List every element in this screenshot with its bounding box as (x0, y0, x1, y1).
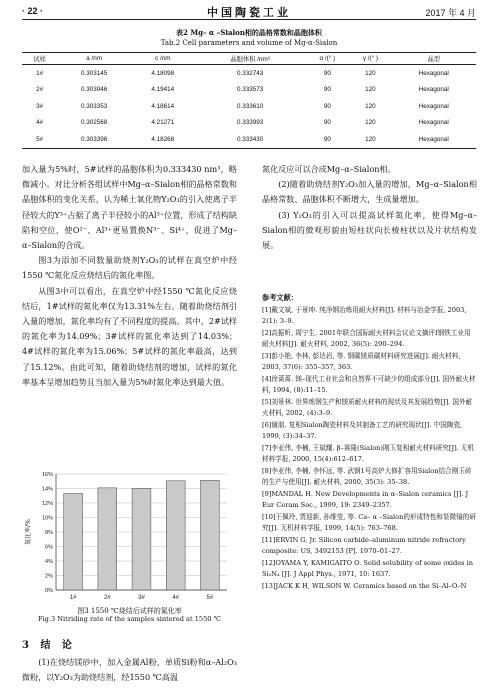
x-tick-label: 5# (206, 595, 214, 601)
figure-caption-en: Fig.3 Nitriding rate of the samples sintered at 1550 ℃ (38, 615, 221, 623)
right-column-text (262, 162, 477, 253)
page-number: · 22 · (22, 6, 44, 16)
table-caption-cn: 表2 Mg– α –Sialon相的晶格常数和晶胞体积 (176, 28, 322, 37)
bar (166, 481, 185, 590)
reference-item: [10]王佩玲, 贾迎新, 孙维莹, 等. Ca– α –Sialon的形成特性和显微镜的研究[J]. 无机材料学报, 1999, 14(5): 763–768. (262, 513, 476, 532)
issue-date: 2017 年 4 月 (425, 8, 476, 18)
table-cell: 90 (323, 102, 331, 110)
table-cell: Hexagonal (418, 86, 449, 94)
col-header: c /nm (131, 53, 195, 65)
table-cell: 0.333610 (236, 102, 264, 110)
table-cell: 90 (323, 69, 331, 77)
paragraph: (1)在烧结镁砂中，加入金属Al粉，单质Si粉和α–Al₂O₃微粉，以Y₂O₃为助烧结剂，经1550 ℃高温 (22, 657, 237, 682)
bar (64, 494, 83, 590)
col-header: 试样 (22, 53, 57, 65)
y-tick-label: 14% (41, 486, 53, 493)
col-header: γ /(° ) (349, 53, 391, 65)
reference-item: [5]刘景林. 世界炼钢生产和镁质耐火材料的现状及其发展趋势[J]. 国外耐火材料, 2002, (4):3–9. (262, 398, 473, 417)
reference-item: [12]OYAMA Y, KAMIGAITO O. Solid solubility of some oxides in Si₃N₄ [J]. J Appl Phys., 1971, 10: 1637. (262, 559, 473, 578)
table-cell: 90 (323, 119, 331, 127)
reference-item: [8]李亚伟, 李楠, 李怀远, 等. 武钢1号高炉大修扩容用Sialon结合刚玉砖的生产与使用[J]. 耐火材料, 2000, 35(3): 35–38. (262, 467, 472, 486)
table-cell: 1# (36, 69, 44, 77)
reference-item: [9]MANDAL H. New Developments in α–Sialon ceramics [J]. J Eur Ceram Soc., 1999, 19: 2349–2357. (262, 490, 469, 509)
table-cell: 0.333573 (236, 86, 264, 94)
table-cell: Hexagonal (418, 119, 449, 127)
references-heading: 参考文献： (262, 293, 298, 302)
page-header (0, 0, 498, 22)
table-cell: 0.333430 (195, 131, 306, 148)
reference-item: [11]ERVIN G, Jr. Silicon carbide–aluminum nitride refractory composite: US, 3492153 [P]. 1970–01–27. (262, 536, 466, 555)
table-caption-en: Tab.2 Cell parameters and volume of Mg-α-Sialon (160, 39, 338, 47)
table-cell: 0.303046 (80, 86, 108, 94)
table-cell: 0.303396 (57, 131, 131, 148)
table-cell: 90 (323, 86, 331, 94)
paragraph: 图3为添加不同数量助烧剂Y₂O₃的试样在真空炉中经1550 ℃氮化反应烧结后的氮化率图。 (22, 255, 237, 281)
references (262, 292, 477, 593)
y-tick-label: 4% (45, 559, 53, 565)
bar (132, 488, 151, 590)
table-cell: 0.302568 (80, 119, 108, 127)
y-tick-label: 10% (41, 515, 53, 522)
table-cell: Hexagonal (418, 69, 449, 77)
table-cell: 120 (365, 69, 376, 77)
table-cell: Hexagonal (392, 131, 476, 148)
y-tick-label: 16% (41, 472, 53, 478)
paragraph: 从图3中可以看出，在真空炉中经1550 ℃氮化反应烧结后，1#试样的氮化率仅为13.31%左右。随着助烧结剂引入量的增加，氮化率均有了不同程度的提高。其中，2#试样的氮化率为14.09%；3#试样的氮化率达到了14.03%；4#试样的氮化率为15.06%；5#试样的氮化率最高，达到了15.12%。由此可知，随着助烧结剂的增加，试样的氮化率基本呈增加趋势且当加入量为5%时氮化率达到最大值。 (22, 285, 237, 387)
table-cell: 4.19414 (151, 86, 175, 94)
bar (98, 488, 117, 590)
table-cell: 0.303353 (80, 102, 108, 110)
table-row (22, 131, 476, 148)
table-cell: 3# (36, 102, 44, 110)
reference-item: [4]徐蔷蔷. 镁–现代工业社会和自然界不可缺少的组成部分[J]. 国外耐火材料, 1994, (8):11–15. (262, 375, 476, 394)
table-row (22, 98, 476, 115)
col-header: a /nm (57, 53, 131, 65)
col-header: 晶型 (392, 53, 476, 65)
reference-item: [2]高振昕, 周宁生. 2001年联合国际耐火材料会议论文摘评Ⅰ钢铁工业用耐火材料[J]. 耐火材料, 2002, 36(5): 290–294. (262, 329, 471, 348)
table-cell: 120 (365, 86, 376, 94)
table-cell: 5# (22, 131, 57, 148)
x-tick-label: 2# (103, 595, 111, 601)
table-row (22, 65, 476, 82)
table-cell: 4# (36, 119, 44, 127)
y-tick-label: 12% (41, 501, 53, 507)
x-tick-label: 1# (69, 595, 77, 601)
paragraph: 氮化反应可以合成Mg–α–Sialon相。 (262, 164, 396, 174)
table-cell: 4.18614 (151, 102, 175, 110)
reference-item: [7]李亚伟, 李楠, 王斌耀. β–赛隆(Sialon)刚玉复相耐火材料研究[J]. 无机材料学报, 2000, 15(4):612–617. (262, 444, 475, 463)
reference-item: [3]彭小艳, 李林, 彭达岩, 等. 钢碳镁质碳材料研究进展[J]. 耐火材料, 2003, 37(6): 355–357, 363. (262, 352, 461, 371)
table-cell: 120 (365, 119, 376, 127)
table-cell: 0.303145 (80, 69, 108, 77)
table-cell: Hexagonal (418, 102, 449, 110)
y-tick-label: 2% (45, 573, 53, 580)
y-tick-label: 0% (45, 588, 53, 594)
y-tick-label: 8% (45, 530, 53, 536)
header-rule (22, 19, 476, 20)
col-header: 晶胞体积 /nm³ (195, 53, 306, 65)
paragraph: 加入量为5%时，5#试样的晶胞体积为0.333430 nm³，略微减小。对比分析各组试样中Mg–α–Sialon相的晶格常数和晶胞体积的变化关系，认为稀土氧化物Y₂O₃的引入使离子半径较大的Y³⁺占据了离子半径较小的Al³⁺位置，形成了结构缺陷和空位，使O²⁻、Al³⁺更易置换N³⁻、Si⁴⁺，促进了Mg–α–Sialon的合成。 (22, 164, 237, 251)
y-tick-label: 6% (45, 544, 53, 551)
y-axis-label: 氮化率/% (25, 519, 32, 545)
x-tick-label: 3# (138, 595, 145, 601)
journal-title: 中国陶瓷工业 (207, 6, 291, 19)
reference-item: [6]谢朋. 复相Sialon陶瓷材料及其制备工艺的研究现状[J]. 中国陶瓷, 1999, (3):34–37. (262, 421, 463, 440)
table-cell: 4.18268 (131, 131, 195, 148)
paragraph: (3) Y₂O₃的引入可以提高试样氮化率，使得Mg–α–Sialon相的微观形貌由短柱状向长棱柱状以及片状结构发展。 (262, 209, 477, 251)
table-cell: 90 (305, 131, 349, 148)
reference-item: [13]JACK K H, WILSON W. Ceramics based on the Si–Al–O–N (262, 582, 467, 590)
table-cell: 4.18098 (151, 69, 175, 77)
table-row (22, 115, 476, 132)
conclusion-text (22, 655, 237, 685)
figure-caption-cn: 图3 1550 ℃烧结后试样的氮化率 (77, 607, 182, 615)
section-title: 3 结 论 (22, 640, 76, 651)
table-cell: 2# (36, 86, 44, 94)
x-tick-label: 4# (172, 595, 180, 601)
table-cell: 120 (349, 131, 391, 148)
reference-item: [1]戴文斌, 于景坤. 纯净钢冶炼用耐火材料[J]. 材料与冶金学报, 2003, 2(1): 3–9. (262, 306, 467, 325)
table-row (22, 82, 476, 99)
table-cell: 4.21271 (151, 119, 175, 127)
nitriding-rate-chart (22, 468, 237, 618)
bar (200, 480, 219, 590)
col-header: α /(° ) (305, 53, 349, 65)
table-header-row (22, 53, 476, 65)
cell-parameter-table (22, 52, 476, 149)
table-cell: 0.333993 (236, 119, 264, 127)
table-cell: 120 (365, 102, 376, 110)
table-cell: 0.332743 (236, 69, 264, 77)
paragraph: (2)随着助烧结剂Y₂O₃加入量的增加，Mg–α–Sialon相晶格常数、晶胞体积不断增大，生成量增加。 (262, 179, 477, 205)
left-column-text (22, 162, 237, 390)
